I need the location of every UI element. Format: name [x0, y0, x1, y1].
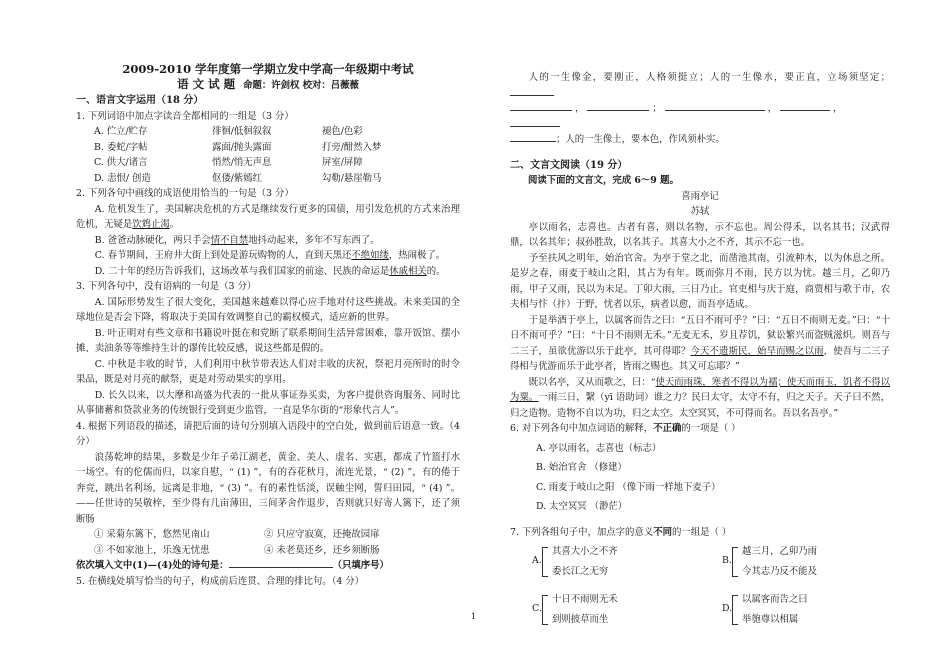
q2a-text: A. 危机发生了，美国解决危机的方式是继续发行更多的国债，用引发危机的方式来治理危机，无疑是	[76, 203, 460, 230]
q5-continued	[510, 70, 890, 101]
q7-b-label: B.	[722, 555, 732, 566]
para4-end: 一雨三日，繄（yī 语助词）谁之力？民曰太守，太守不有，归之天子。天子曰不然，归之造物。造物不自以为功，归之太空。太空冥冥，不可得而名。吾以名吾亭。”	[510, 392, 890, 419]
essay-paragraph-4	[510, 375, 890, 422]
brace-icon	[542, 547, 548, 577]
question-1-option-b	[76, 140, 460, 156]
q1-b-2: 露面/抛头露面	[212, 141, 272, 153]
q7-emphasis: 不同	[653, 526, 672, 538]
q2c-idiom: 不绝如缕	[351, 250, 389, 261]
question-2-option-a	[76, 202, 460, 233]
right-column	[510, 70, 890, 630]
essay-author: 苏轼	[690, 206, 710, 217]
q1-d-3: 勾勒/悬崖勒马	[322, 172, 382, 184]
essay-paragraph-1: 亭以雨名，志喜也。古者有喜，则以名物，示不忘也。周公得禾，以名其书；汉武得鼎，以名其年；叔孙胜敌，以名其子。其喜大小之不齐，其示不忘一也。	[510, 221, 890, 248]
question-7-options	[510, 542, 890, 630]
section-2-instruction: 阅读下面的文言文，完成 6～9 题。	[528, 175, 679, 186]
q7-c-top: 十日不雨则无禾	[552, 594, 618, 605]
q6-emphasis: 不正确	[653, 423, 682, 434]
q1-d-2: 伛偻/紫嫣红	[212, 172, 263, 184]
para3-underlined: 今天不遗斯民，始旱而赐之以雨	[690, 345, 824, 357]
q1-b-3: 打旁/酣然入梦	[322, 141, 382, 153]
q5-blank-7[interactable]	[510, 132, 556, 142]
brace-icon	[732, 547, 738, 577]
brace-icon	[732, 595, 738, 625]
question-3-option-d: D. 长久以来，以大摩和高盛为代表的一批从事证券买卖，为客户提供咨询服务、同时比从事储蓄和贷款业务的传统银行受到更少监管，一直是华尔街的“形象代言人”。	[76, 389, 460, 416]
q7-d-top: 以属客而告之曰	[742, 594, 808, 605]
subject-label: 语 文 试 题	[177, 77, 236, 91]
essay-paragraph-2: 予至扶风之明年，始治官舍。为亭于堂之北，而凿池其南，引流种木，以为休息之所。是岁之春，雨麦于岐山之阳，其占为有年。既而弥月不雨，民方以为忧。越三月，乙卯乃雨，甲子又雨，民以为未足。丁卯大雨，三日乃止。官吏相与庆于庭，商贾相与歌于市，农夫相与忭（抃）于野，忧者以乐，病者以愈，而吾亭适成。	[510, 252, 890, 310]
q2b-text: B. 爸爸动脉硬化，两只手会	[94, 234, 211, 246]
q5-line-1: 人的一生像金，要刚正，人格须挺立；人的一生像水，要正直，立场须坚定；	[528, 72, 890, 83]
question-7-option-d	[700, 590, 890, 630]
question-2-option-d	[76, 264, 460, 280]
q2a-end: 。	[169, 219, 180, 230]
section-1-heading: 一、语言文字运用（18 分）	[76, 95, 204, 106]
q5-blank-5[interactable]	[780, 101, 830, 111]
q2d-end: 的。	[426, 265, 446, 277]
q5-blank-4[interactable]	[665, 101, 765, 111]
q7-d-bottom: 举匏尊以相属	[742, 614, 799, 625]
q4-answer-blank[interactable]	[229, 558, 333, 568]
q2a-idiom: 饮鸩止渴	[132, 219, 170, 230]
q7-d-label: D.	[722, 603, 733, 614]
question-6	[510, 421, 890, 437]
question-7-option-c	[510, 590, 700, 630]
question-7	[510, 525, 890, 541]
question-1: 1. 下列词语中加点字读音全都相同的一组是（3 分）	[76, 110, 294, 122]
q2c-text: C. 春节期间，王府井大街上到处是游玩购物的人，直到天黑还	[94, 250, 352, 261]
exam-subtitle	[76, 77, 460, 93]
question-2-option-c	[76, 248, 460, 264]
q2b-idiom: 情不自禁	[210, 234, 249, 246]
q5-line-2: 人的一生像土，要本色，作风须朴实。	[565, 134, 725, 145]
question-3-option-a: A. 国际形势发生了很大变化，美国越来越难以得心应手地对付这些挑战。未来美国的全球地位是否会下降，将取决于美国有效调整自己的霸权模式，适应新的世界。	[76, 296, 460, 323]
q7-c-bottom: 到则披草而坐	[552, 614, 609, 625]
q4-answer-label: 依次填入文中(1)—(4)处的诗句是：	[76, 560, 229, 571]
q2d-idiom: 休戚相关	[389, 265, 427, 277]
q1-a-3: 褪色/色彩	[322, 126, 363, 137]
q4-answer-hint: （只填序号）	[332, 560, 389, 571]
q1-b-1: B. 委蛇/字帖	[94, 141, 148, 153]
question-3-option-c: C. 中秋是丰收的时节，人们利用中秋节带表达人们对丰收的庆祝，祭祀月亮所时的时令果品，既是对月亮的献祭，更是对劳动果实的享用。	[76, 358, 460, 385]
q7-b-bottom: 今其志乃反不能及	[742, 566, 818, 577]
q5-blank-1[interactable]	[510, 86, 554, 96]
q6-end: 的一项是（ ）	[681, 423, 741, 434]
question-2-option-b	[76, 233, 460, 249]
question-4-options	[76, 527, 460, 558]
q2d-text: D. 二十年的经历告诉我们，这场改革与我们国家的前途、民族的命运是	[94, 265, 390, 277]
q4-option-2: ② 只应守寂寞，还掩故园扉	[264, 529, 380, 540]
left-column	[76, 62, 460, 589]
question-7-option-b	[700, 542, 890, 582]
question-1-option-d	[76, 171, 460, 187]
q7-a-label: A.	[532, 555, 542, 566]
question-6-option-b: B. 始治官舍 （修建）	[536, 462, 627, 473]
question-4: 4. 根据下列语段的描述，请把后面的诗句分别填入语段中的空白处，做到前后语意一致。（4 分）	[76, 420, 460, 447]
essay-paragraph-3	[510, 313, 890, 375]
q5-last-row: ；人的一生像土，要本色，作风须朴实。	[510, 132, 890, 148]
brace-icon	[542, 595, 548, 625]
q1-c-2: 悄然/悄无声息	[212, 157, 272, 168]
question-5: 5. 在横线处填写恰当的句子，构成前后连贯、合理的排比句。（4 分）	[76, 575, 365, 587]
q5-blank-2[interactable]	[510, 101, 572, 111]
q7-text: 7. 下列各组句子中，加点字的意义	[510, 526, 654, 538]
q7-b-top: 越三月，乙卯乃雨	[742, 546, 818, 557]
section-2-heading: 二、文言文阅读（19 分）	[510, 159, 628, 171]
q7-a-bottom: 委长江之无穷	[552, 566, 609, 577]
question-3-option-b: B. 叶正明对有些文章和书籍说叶挺在和党断了联系期间生活异常困难，靠开饭馆、摆小摊、卖油条等等维持生计的谬传比较反感，说这些都是假的。	[76, 327, 460, 354]
q5-blank-3[interactable]	[587, 101, 649, 111]
question-6-option-d: D. 太空冥冥 （渺茫）	[536, 501, 628, 512]
question-1-options	[76, 124, 460, 186]
exam-title: 2009-2010 学年度第一学期立发中学高一年级期中考试	[122, 62, 414, 76]
q1-c-1: C. 供大/诸言	[94, 157, 148, 168]
q4-option-4: ④ 未老莫还乡，还乡须断肠	[264, 544, 380, 556]
question-7-option-a	[510, 542, 700, 582]
q1-d-1: D. 恚恨/ 创造	[94, 172, 151, 184]
question-2: 2. 下列各句中画线的成语使用恰当的一句是（3 分）	[76, 188, 294, 199]
question-6-option-c: C. 雨麦于岐山之阳 （像下雨一样地下麦子）	[536, 481, 721, 493]
para4-text: 既以名亭，又从而歌之，曰：“	[528, 376, 656, 388]
q4-option-3: ③ 不如家池上，乐逸无忧患	[94, 544, 210, 556]
q6-text: 6. 对下列各句中加点词语的解释，	[510, 423, 654, 434]
para3-end: ，使吾与二三子得相与优游而乐于此亭者，皆雨之赐也。其又可忘耶？”	[510, 345, 890, 372]
q7-a-top: 其喜大小之不齐	[552, 546, 618, 557]
question-4-passage: 浪荡乾坤的结果，多数是少年子弟江湖老，黄金、美人、虚名、实惠，都成了竹篮打水一场空。有的佗儒而归，以家自慰，“ (1) ”，有的吞花秋月，流连光景，“ (2) ”，有的倦于奔竞，跳出名利场，远离是非地，“ (3) ”。有的素性恬淡，误触尘网，誓归田园，“ (4) ”。——任世诗的吴敬梓，至少得有几亩薄田，三间茅舍作退步，否则就只好寄人篱下，还了须断肠	[76, 451, 460, 525]
question-3: 3. 下列各句中，没有语病的一句是（3 分）	[76, 281, 257, 292]
question-6-option-a: A. 亭以雨名，志喜也（标志）	[536, 442, 662, 454]
q7-c-label: C.	[532, 603, 542, 614]
q2b-end: 地抖动起来，多年不写东西了。	[248, 234, 380, 246]
q5-blank-6[interactable]	[510, 117, 560, 127]
question-4-answer-line	[76, 558, 460, 574]
q1-c-3: 屏室/屏障	[322, 157, 363, 168]
para3-text: 于是举酒于亭上，以属客而告之曰：“五日不雨可乎？”曰：“五日不雨则无麦。”曰：“十日不雨可乎？”曰：“十日不雨则无禾。”无麦无禾，岁且荐饥，狱讼繁兴而盗贼滋炽。则吾与二三子，虽欲优游以乐于此亭，其可得耶？	[510, 314, 890, 357]
para4-underlined: 使天而雨珠，寒者不得以为襦；使天而雨玉，饥者不得以为粟。	[510, 376, 890, 403]
question-1-option-a	[76, 124, 460, 140]
q5-blanks-row: ， ； ， ，	[510, 101, 890, 132]
q7-end: 的一组是（ ）	[671, 526, 732, 538]
essay-title: 喜雨亭记	[681, 190, 719, 202]
page-number: 1	[471, 612, 477, 621]
q4-option-1: ① 采菊东篱下，悠然见南山	[94, 529, 210, 540]
q1-a-1: A. 伫立/贮存	[94, 126, 148, 137]
q1-a-2: 徘徊/低徊叙叙	[212, 126, 272, 137]
q2c-end: ，热闹极了。	[388, 250, 446, 261]
exam-meta: 命题：许剑权 校对：吕薇薇	[243, 80, 359, 91]
question-1-option-c	[76, 155, 460, 171]
